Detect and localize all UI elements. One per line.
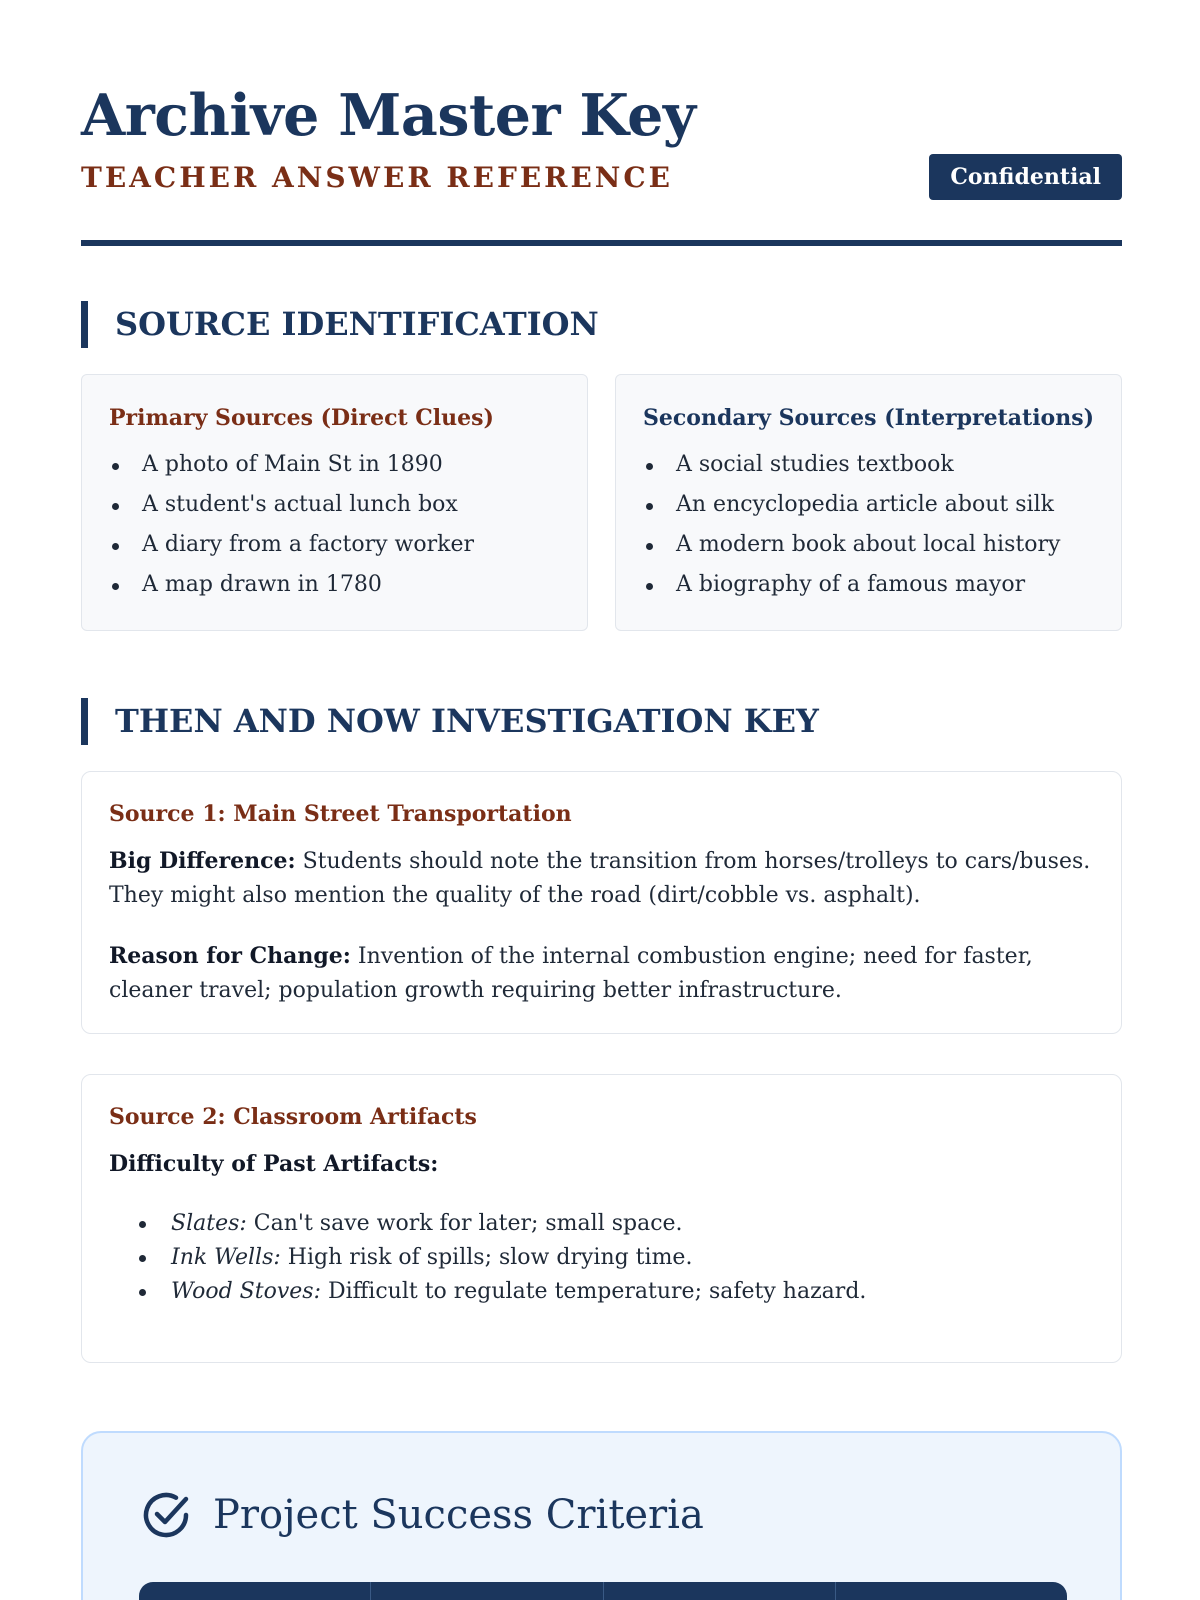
reason-label: Reason for Change: xyxy=(109,943,351,969)
artifact-term: Ink Wells: xyxy=(171,1245,281,1270)
list-item: A map drawn in 1780 xyxy=(109,565,560,605)
criteria-column xyxy=(604,1582,836,1600)
list-item: A modern book about local history xyxy=(643,525,1094,565)
list-item: A diary from a factory worker xyxy=(109,525,560,565)
page-subtitle: TEACHER ANSWER REFERENCE xyxy=(81,161,674,194)
artifact-term: Wood Stoves: xyxy=(171,1279,321,1304)
secondary-sources-panel xyxy=(615,374,1122,631)
header-divider xyxy=(81,240,1122,246)
source-1-card xyxy=(81,771,1122,1034)
list-item: A student's actual lunch box xyxy=(109,485,560,525)
list-item xyxy=(109,1275,1094,1309)
success-criteria-title: Project Success Criteria xyxy=(213,1492,704,1538)
primary-sources-title: Primary Sources (Direct Clues) xyxy=(109,405,494,431)
artifact-text: High risk of spills; slow drying time. xyxy=(280,1245,693,1270)
difference-label: Big Difference: xyxy=(109,848,296,874)
artifact-text: Can't save work for later; small space. xyxy=(246,1211,683,1236)
source-1-reason xyxy=(109,939,1094,1008)
confidential-badge: Confidential xyxy=(929,154,1122,200)
document-header xyxy=(81,0,1122,248)
check-circle-icon xyxy=(140,1489,192,1541)
artifact-term: Slates: xyxy=(171,1211,247,1236)
criteria-table-header xyxy=(139,1582,1067,1600)
primary-sources-list xyxy=(109,445,560,605)
list-item: An encyclopedia article about silk xyxy=(643,485,1094,525)
difference-text: Students should note the transition from horses/trolleys to cars/buses. They might also mention the quality of the road (dirt/cobble vs. asphalt). xyxy=(109,849,1091,908)
section-heading-source-identification: SOURCE IDENTIFICATION xyxy=(81,301,599,348)
source-2-card xyxy=(81,1074,1122,1363)
artifact-text: Difficult to regulate temperature; safety hazard. xyxy=(321,1279,867,1304)
secondary-sources-title: Secondary Sources (Interpretations) xyxy=(643,405,1095,431)
criteria-column xyxy=(139,1582,371,1600)
answer-key-page xyxy=(81,0,1122,1538)
success-criteria-panel xyxy=(81,1431,1122,1600)
list-item: A social studies textbook xyxy=(643,445,1094,485)
criteria-column xyxy=(371,1582,603,1600)
source-1-title: Source 1: Main Street Transportation xyxy=(109,801,572,827)
primary-sources-panel xyxy=(81,374,588,631)
list-item xyxy=(109,1241,1094,1275)
source-1-difference xyxy=(109,844,1094,913)
list-item: A biography of a famous mayor xyxy=(643,565,1094,605)
artifact-difficulty-list xyxy=(109,1207,1094,1309)
success-criteria-header xyxy=(140,1487,704,1543)
source-2-title: Source 2: Classroom Artifacts xyxy=(109,1104,477,1130)
page-title: Archive Master Key xyxy=(81,82,696,149)
list-item xyxy=(109,1207,1094,1241)
reason-text: Invention of the internal combustion engine; need for faster, cleaner travel; population growth requiring better infrastructure. xyxy=(109,944,1033,1003)
criteria-column xyxy=(836,1582,1067,1600)
secondary-sources-list xyxy=(643,445,1094,605)
list-item: A photo of Main St in 1890 xyxy=(109,445,560,485)
section-heading-investigation-key: THEN AND NOW INVESTIGATION KEY xyxy=(81,698,819,745)
source-2-lead: Difficulty of Past Artifacts: xyxy=(109,1151,439,1177)
